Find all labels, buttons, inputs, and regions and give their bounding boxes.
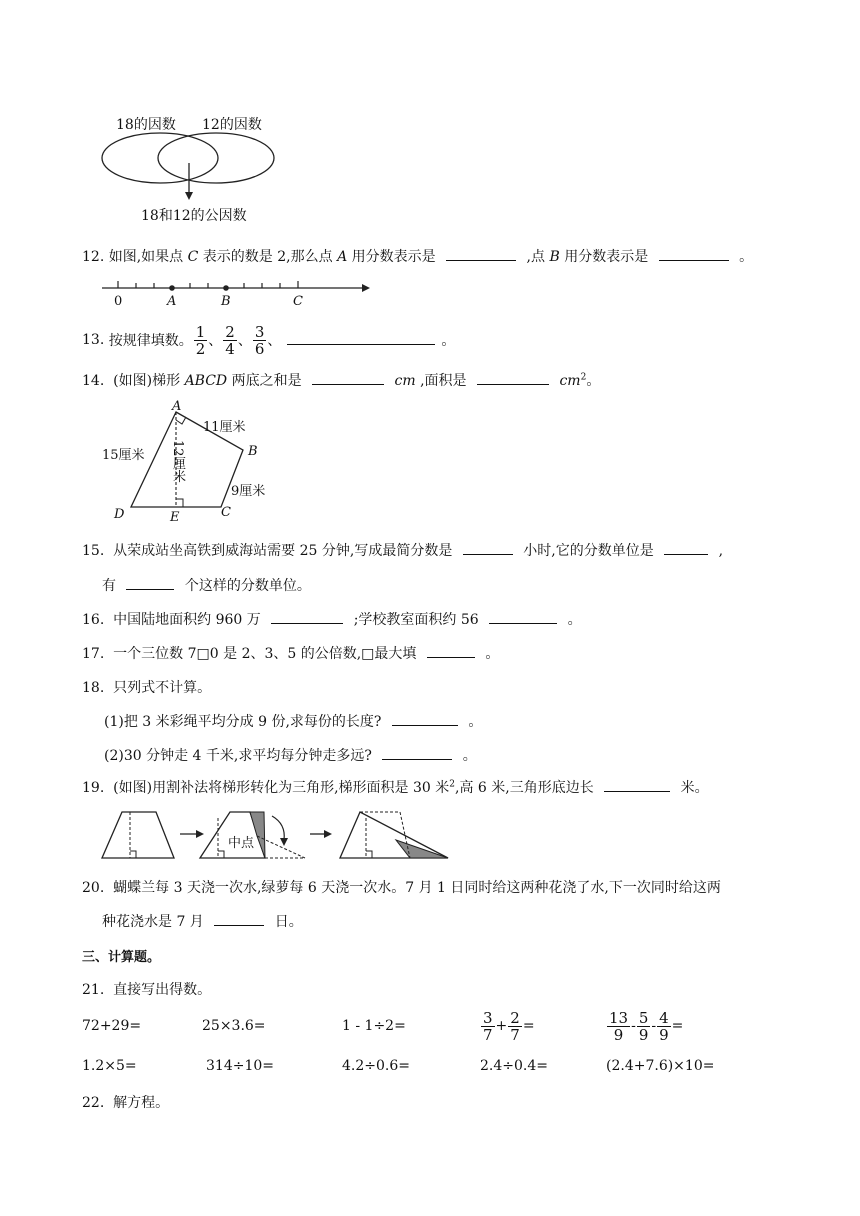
question-number: 14. bbox=[82, 373, 105, 389]
q12-text: 用分数表示是 bbox=[564, 249, 649, 265]
numberline-label-a: A bbox=[167, 294, 177, 309]
q18-sub-text: (1)把 3 米彩绳平均分成 9 份,求每份的长度? bbox=[104, 714, 382, 730]
venn-bottom-label: 18和12的公因数 bbox=[141, 208, 247, 224]
answer-blank[interactable] bbox=[659, 246, 729, 261]
question-number: 20. bbox=[82, 880, 105, 896]
operator: = bbox=[522, 1018, 535, 1034]
question-20-line2 bbox=[102, 911, 303, 931]
calc-fraction-sum bbox=[480, 1007, 535, 1045]
numberline-label-0: 0 bbox=[114, 294, 123, 309]
question-18 bbox=[82, 677, 211, 697]
venn-left-label: 18的因数 bbox=[116, 117, 176, 133]
q14-text: (如图)梯形 bbox=[113, 373, 181, 389]
shape-name: ABCD bbox=[184, 373, 228, 389]
point-label: C bbox=[187, 249, 199, 265]
trapezoid-label-a: A bbox=[172, 399, 182, 414]
fraction: $\frac{2}{4}$ bbox=[225, 322, 235, 358]
unit: cm bbox=[559, 373, 581, 389]
question-22 bbox=[82, 1092, 169, 1112]
q15-text: 小时,它的分数单位是 bbox=[523, 543, 654, 559]
separator: 、 bbox=[267, 333, 282, 349]
fraction: $\frac{1}{2}$ bbox=[195, 322, 206, 358]
punctuation: 。 bbox=[586, 373, 601, 389]
operator: = bbox=[671, 1018, 684, 1034]
cut-and-paste-figure bbox=[100, 806, 455, 862]
question-number: 13. bbox=[82, 332, 105, 348]
fraction: $\frac{13}{9}$ bbox=[609, 1008, 629, 1044]
question-18-sub2 bbox=[104, 745, 477, 765]
question-number: 18. bbox=[82, 680, 105, 696]
question-17 bbox=[82, 643, 499, 663]
trapezoid-length-ab: 11厘米 bbox=[203, 420, 246, 435]
trapezoid-figure bbox=[100, 398, 280, 528]
operator: + bbox=[495, 1018, 508, 1034]
question-number: 22. bbox=[82, 1095, 105, 1111]
question-number: 21. bbox=[82, 982, 105, 998]
q12-text: ,点 bbox=[526, 249, 545, 265]
question-14 bbox=[82, 370, 600, 390]
answer-blank[interactable] bbox=[271, 609, 343, 624]
calc-item: 72+29= bbox=[82, 1018, 142, 1034]
separator: 、 bbox=[208, 333, 223, 349]
point-label: B bbox=[549, 249, 560, 265]
q19-text: ,高 6 米,三角形底边长 bbox=[455, 780, 594, 796]
answer-blank[interactable] bbox=[664, 540, 708, 555]
q12-text: 如图,如果点 bbox=[108, 249, 184, 265]
question-number: 15. bbox=[82, 543, 105, 559]
q12-text: 用分数表示是 bbox=[351, 249, 436, 265]
question-number: 16. bbox=[82, 612, 105, 628]
trapezoid-label-b: B bbox=[248, 444, 258, 459]
calc-item: (2.4+7.6)×10= bbox=[606, 1058, 715, 1074]
punctuation: 。 bbox=[468, 714, 483, 730]
answer-blank[interactable] bbox=[312, 370, 384, 385]
question-15-line1 bbox=[82, 540, 723, 560]
question-18-sub1 bbox=[104, 711, 482, 731]
superscript: 2 bbox=[449, 779, 455, 790]
question-number: 17. bbox=[82, 646, 105, 662]
question-15-line2 bbox=[102, 575, 311, 595]
punctuation: 。 bbox=[485, 646, 500, 662]
trapezoid-height-ae: 12厘米 bbox=[170, 440, 185, 483]
trapezoid-label-e: E bbox=[170, 510, 180, 525]
q22-text: 解方程。 bbox=[113, 1095, 170, 1111]
calc-item: 1.2×5= bbox=[82, 1058, 137, 1074]
answer-blank[interactable] bbox=[382, 745, 452, 760]
question-21 bbox=[82, 979, 211, 999]
q16-text: ;学校教室面积约 56 bbox=[353, 612, 479, 628]
q18-text: 只列式不计算。 bbox=[113, 680, 212, 696]
q13-text: 按规律填数。 bbox=[108, 333, 193, 349]
q19-text: (如图)用割补法将梯形转化为三角形,梯形面积是 30 米 bbox=[113, 780, 450, 796]
midpoint-label: 中点 bbox=[228, 836, 255, 851]
q12-text: 表示的数是 2,那么点 bbox=[202, 249, 333, 265]
question-12 bbox=[82, 246, 753, 266]
operator: - bbox=[631, 1018, 636, 1034]
fraction: $\frac{5}{9}$ bbox=[638, 1008, 649, 1044]
q14-text: ,面积是 bbox=[420, 373, 467, 389]
section-title: 三、计算题。 bbox=[82, 950, 161, 965]
punctuation: 。 bbox=[462, 748, 477, 764]
question-16 bbox=[82, 609, 582, 629]
calc-item: 4.2÷0.6= bbox=[342, 1058, 410, 1074]
numberline-label-c: C bbox=[293, 294, 303, 309]
fraction: $\frac{3}{7}$ bbox=[483, 1008, 493, 1044]
answer-blank[interactable] bbox=[446, 246, 516, 261]
answer-blank[interactable] bbox=[126, 575, 174, 590]
venn-right-label: 12的因数 bbox=[202, 117, 262, 133]
trapezoid-label-c: C bbox=[221, 505, 231, 520]
answer-blank[interactable] bbox=[287, 336, 435, 345]
q21-text: 直接写出得数。 bbox=[113, 982, 212, 998]
answer-blank[interactable] bbox=[489, 609, 557, 624]
point-label: A bbox=[337, 249, 348, 265]
fraction: $\frac{3}{6}$ bbox=[254, 322, 265, 358]
q18-sub-text: (2)30 分钟走 4 千米,求平均每分钟走多远? bbox=[104, 748, 372, 764]
superscript: 2 bbox=[580, 372, 587, 383]
answer-blank[interactable] bbox=[427, 643, 475, 658]
answer-blank[interactable] bbox=[477, 370, 549, 385]
question-number: 12. bbox=[82, 249, 105, 265]
calc-fraction-diff bbox=[606, 1007, 683, 1045]
punctuation: , bbox=[718, 543, 724, 559]
q16-text: 中国陆地面积约 960 万 bbox=[113, 612, 261, 628]
q14-text: 两底之和是 bbox=[231, 373, 302, 389]
q20-text: 种花浇水是 7 月 bbox=[102, 914, 204, 930]
trapezoid-length-bc: 9厘米 bbox=[231, 484, 266, 499]
fraction: $\frac{4}{9}$ bbox=[659, 1008, 669, 1044]
separator: 、 bbox=[237, 333, 252, 349]
question-number: 19. bbox=[82, 780, 105, 796]
calc-item: 1 - 1÷2= bbox=[342, 1018, 406, 1034]
trapezoid-label-d: D bbox=[114, 507, 125, 522]
calc-item: 314÷10= bbox=[206, 1058, 274, 1074]
answer-blank[interactable] bbox=[392, 711, 458, 726]
q15-text: 有 bbox=[102, 578, 116, 594]
q17-text: 一个三位数 7□0 是 2、3、5 的公倍数,□最大填 bbox=[113, 646, 417, 662]
numberline-label-b: B bbox=[221, 294, 231, 309]
q20-text: 日。 bbox=[274, 914, 303, 930]
q15-text: 从荣成站坐高铁到威海站需要 25 分钟,写成最简分数是 bbox=[113, 543, 453, 559]
question-20-line1 bbox=[82, 877, 721, 897]
answer-blank[interactable] bbox=[604, 777, 670, 792]
operator: - bbox=[651, 1018, 657, 1034]
punctuation: 米。 bbox=[680, 780, 709, 796]
answer-blank[interactable] bbox=[463, 540, 513, 555]
unit: cm bbox=[394, 373, 416, 389]
fraction: $\frac{2}{7}$ bbox=[510, 1008, 520, 1044]
q15-text: 个这样的分数单位。 bbox=[184, 578, 311, 594]
punctuation: 。 bbox=[441, 333, 456, 349]
answer-blank[interactable] bbox=[214, 911, 264, 926]
trapezoid-length-ad: 15厘米 bbox=[102, 448, 145, 463]
number-line bbox=[100, 276, 370, 316]
q20-text: 蝴蝶兰每 3 天浇一次水,绿萝每 6 天浇一次水。7 月 1 日同时给这两种花浇了水,下一次同时给这两 bbox=[113, 880, 721, 896]
punctuation: 。 bbox=[739, 249, 754, 265]
question-13 bbox=[82, 322, 455, 358]
question-19 bbox=[82, 777, 709, 797]
calc-item: 2.4÷0.4= bbox=[480, 1058, 548, 1074]
calc-item: 25×3.6= bbox=[202, 1018, 266, 1034]
punctuation: 。 bbox=[567, 612, 582, 628]
